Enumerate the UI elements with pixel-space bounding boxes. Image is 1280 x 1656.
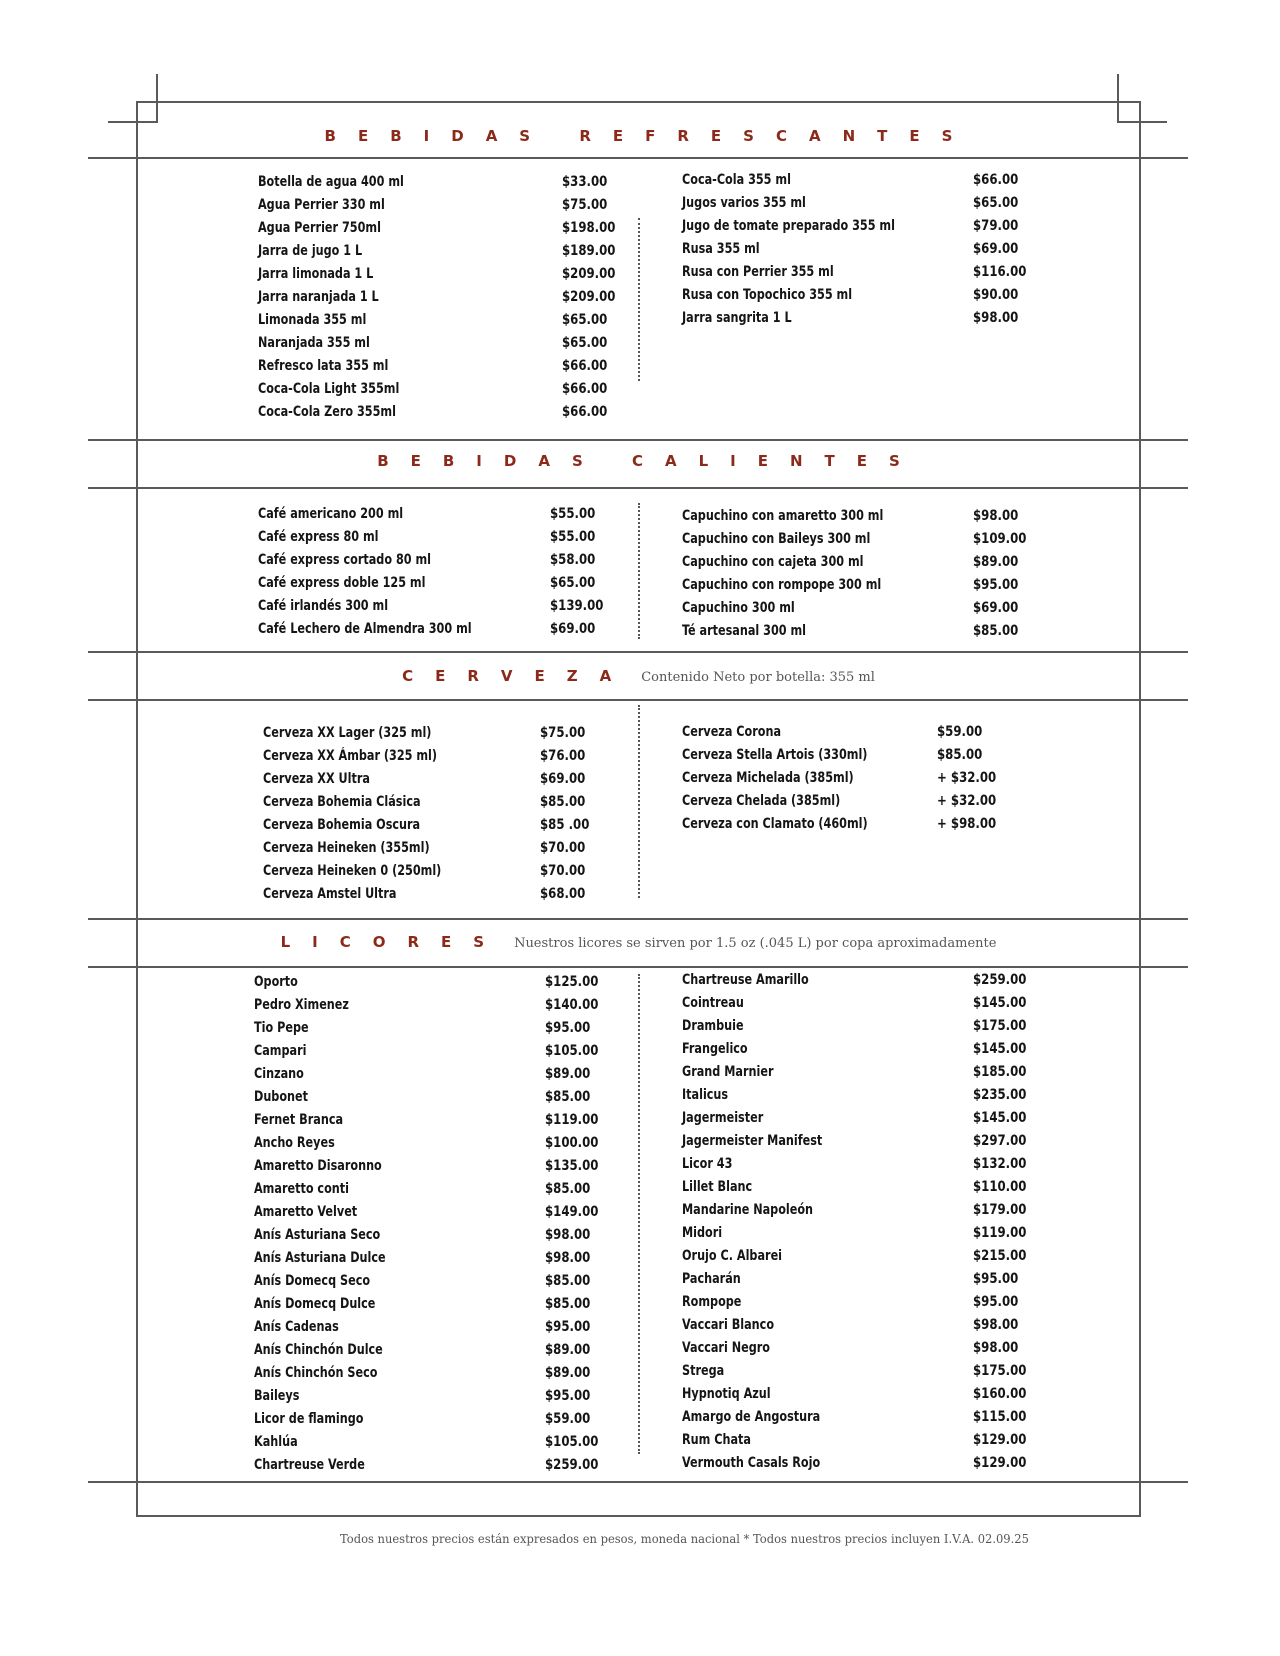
item-price: $189.00 xyxy=(562,243,616,259)
frame-bottom xyxy=(137,1515,1141,1517)
item-price: $95.00 xyxy=(973,1271,1019,1287)
frame-top xyxy=(137,101,1140,103)
item-price: $33.00 xyxy=(562,174,608,190)
item-price: $125.00 xyxy=(545,974,599,990)
item-name: Amaretto conti xyxy=(254,1181,349,1197)
item-name: Jagermeister xyxy=(682,1110,764,1126)
item-price: $109.00 xyxy=(973,531,1027,547)
item-price: $105.00 xyxy=(545,1434,599,1450)
item-name: Café irlandés 300 ml xyxy=(258,598,389,614)
item-name: Cerveza Stella Artois (330ml) xyxy=(682,747,868,763)
item-name: Orujo C. Albarei xyxy=(682,1248,783,1264)
corner-mark-tl-h xyxy=(108,121,158,123)
item-name: Cerveza XX Lager (325 ml) xyxy=(263,725,432,741)
item-price: $89.00 xyxy=(545,1066,591,1082)
item-price: $116.00 xyxy=(973,264,1027,280)
item-name: Baileys xyxy=(254,1388,300,1404)
item-name: Drambuie xyxy=(682,1018,744,1034)
item-price: + $32.00 xyxy=(937,793,997,809)
rule xyxy=(88,157,1188,159)
item-name: Naranjada 355 ml xyxy=(258,335,370,351)
item-name: Anís Asturiana Seco xyxy=(254,1227,381,1243)
item-price: $58.00 xyxy=(550,552,596,568)
item-name: Amaretto Velvet xyxy=(254,1204,358,1220)
item-price: $115.00 xyxy=(973,1409,1027,1425)
item-name: Chartreuse Amarillo xyxy=(682,972,809,988)
item-price: $139.00 xyxy=(550,598,604,614)
item-price: $179.00 xyxy=(973,1202,1027,1218)
item-price: $65.00 xyxy=(562,335,608,351)
rule xyxy=(88,699,1188,701)
item-name: Coca-Cola Zero 355ml xyxy=(258,404,396,420)
item-name: Vaccari Blanco xyxy=(682,1317,775,1333)
item-name: Cinzano xyxy=(254,1066,304,1082)
rule xyxy=(88,1481,1188,1483)
item-name: Amargo de Angostura xyxy=(682,1409,821,1425)
item-name: Oporto xyxy=(254,974,298,990)
item-name: Anís Chinchón Dulce xyxy=(254,1342,383,1358)
item-price: $129.00 xyxy=(973,1455,1027,1471)
item-name: Café express cortado 80 ml xyxy=(258,552,431,568)
item-name: Rusa con Topochico 355 ml xyxy=(682,287,853,303)
section-title-refrescantes xyxy=(137,127,1140,145)
item-price: $75.00 xyxy=(540,725,586,741)
item-price: $145.00 xyxy=(973,995,1027,1011)
footer-note: Todos nuestros precios están expresados en pesos, moneda nacional * Todos nuestros precios incluyen I.V.A. 02.09.25 xyxy=(340,1531,1029,1546)
item-price: $119.00 xyxy=(973,1225,1027,1241)
section-title-cerveza xyxy=(137,667,1140,685)
item-name: Strega xyxy=(682,1363,725,1379)
item-name: Cerveza XX Ámbar (325 ml) xyxy=(263,748,438,764)
item-price: $145.00 xyxy=(973,1041,1027,1057)
item-price: $76.00 xyxy=(540,748,586,764)
column-divider xyxy=(638,705,640,898)
item-name: Chartreuse Verde xyxy=(254,1457,365,1473)
item-price: $55.00 xyxy=(550,506,596,522)
item-price: $105.00 xyxy=(545,1043,599,1059)
item-name: Té artesanal 300 ml xyxy=(682,623,807,639)
item-name: Jugos varios 355 ml xyxy=(682,195,806,211)
rule xyxy=(88,966,1188,968)
item-price: $215.00 xyxy=(973,1248,1027,1264)
item-price: $66.00 xyxy=(562,404,608,420)
frame-right xyxy=(1139,101,1141,1517)
item-name: Anís Chinchón Seco xyxy=(254,1365,378,1381)
item-price: $66.00 xyxy=(973,172,1019,188)
item-price: $175.00 xyxy=(973,1018,1027,1034)
item-name: Fernet Branca xyxy=(254,1112,344,1128)
item-name: Cointreau xyxy=(682,995,744,1011)
item-price: $66.00 xyxy=(562,358,608,374)
column-divider xyxy=(638,218,640,381)
item-name: Rusa 355 ml xyxy=(682,241,760,257)
item-price: $98.00 xyxy=(973,1340,1019,1356)
item-price: $59.00 xyxy=(545,1411,591,1427)
item-name: Cerveza con Clamato (460ml) xyxy=(682,816,868,832)
item-name: Botella de agua 400 ml xyxy=(258,174,404,190)
frame-left xyxy=(136,101,138,1517)
item-price: $259.00 xyxy=(545,1457,599,1473)
item-name: Jugo de tomate preparado 355 ml xyxy=(682,218,895,234)
item-name: Hypnotiq Azul xyxy=(682,1386,771,1402)
item-name: Rompope xyxy=(682,1294,742,1310)
item-price: $85.00 xyxy=(540,794,586,810)
item-name: Jarra sangrita 1 L xyxy=(682,310,792,326)
item-price: $79.00 xyxy=(973,218,1019,234)
item-price: $145.00 xyxy=(973,1110,1027,1126)
item-name: Cerveza XX Ultra xyxy=(263,771,370,787)
item-price: $85.00 xyxy=(545,1181,591,1197)
title-text: LICORES xyxy=(280,933,507,951)
item-name: Italicus xyxy=(682,1087,729,1103)
item-name: Capuchino con amaretto 300 ml xyxy=(682,508,884,524)
item-price: $98.00 xyxy=(545,1250,591,1266)
item-price: $129.00 xyxy=(973,1432,1027,1448)
item-price: $85.00 xyxy=(973,623,1019,639)
item-name: Campari xyxy=(254,1043,307,1059)
item-price: $95.00 xyxy=(545,1388,591,1404)
item-name: Lillet Blanc xyxy=(682,1179,753,1195)
title-text: BEBIDAS CALIENTES xyxy=(377,452,922,470)
item-name: Agua Perrier 330 ml xyxy=(258,197,385,213)
section-note: Contenido Neto por botella: 355 ml xyxy=(641,670,875,685)
item-name: Ancho Reyes xyxy=(254,1135,335,1151)
item-price: $85.00 xyxy=(937,747,983,763)
section-title-licores xyxy=(137,933,1140,951)
item-name: Café Lechero de Almendra 300 ml xyxy=(258,621,472,637)
item-name: Tio Pepe xyxy=(254,1020,309,1036)
item-name: Grand Marnier xyxy=(682,1064,774,1080)
item-name: Limonada 355 ml xyxy=(258,312,367,328)
item-price: $198.00 xyxy=(562,220,616,236)
item-name: Rusa con Perrier 355 ml xyxy=(682,264,834,280)
item-price: $89.00 xyxy=(545,1365,591,1381)
item-name: Vermouth Casals Rojo xyxy=(682,1455,821,1471)
item-price: $209.00 xyxy=(562,266,616,282)
column-divider xyxy=(638,503,640,639)
item-price: $89.00 xyxy=(973,554,1019,570)
item-price: $70.00 xyxy=(540,840,586,856)
item-name: Vaccari Negro xyxy=(682,1340,771,1356)
item-price: $132.00 xyxy=(973,1156,1027,1172)
item-price: $68.00 xyxy=(540,886,586,902)
item-price: $59.00 xyxy=(937,724,983,740)
item-name: Cerveza Chelada (385ml) xyxy=(682,793,841,809)
item-name: Kahlúa xyxy=(254,1434,298,1450)
item-name: Licor 43 xyxy=(682,1156,733,1172)
item-name: Frangelico xyxy=(682,1041,748,1057)
item-price: $100.00 xyxy=(545,1135,599,1151)
item-price: $85 .00 xyxy=(540,817,590,833)
item-name: Capuchino 300 ml xyxy=(682,600,795,616)
item-name: Cerveza Bohemia Clásica xyxy=(263,794,421,810)
corner-mark-tr-v xyxy=(1117,74,1119,123)
item-price: $95.00 xyxy=(973,1294,1019,1310)
item-name: Dubonet xyxy=(254,1089,309,1105)
corner-mark-tr-h xyxy=(1117,121,1167,123)
item-price: $235.00 xyxy=(973,1087,1027,1103)
item-price: $95.00 xyxy=(973,577,1019,593)
item-name: Anís Asturiana Dulce xyxy=(254,1250,386,1266)
item-name: Cerveza Michelada (385ml) xyxy=(682,770,854,786)
item-price: $140.00 xyxy=(545,997,599,1013)
rule xyxy=(88,918,1188,920)
item-name: Capuchino con rompope 300 ml xyxy=(682,577,882,593)
rule xyxy=(88,651,1188,653)
item-price: $69.00 xyxy=(973,241,1019,257)
item-price: $85.00 xyxy=(545,1296,591,1312)
item-price: $69.00 xyxy=(550,621,596,637)
item-price: $185.00 xyxy=(973,1064,1027,1080)
item-name: Jarra naranjada 1 L xyxy=(258,289,379,305)
item-price: $75.00 xyxy=(562,197,608,213)
item-price: $98.00 xyxy=(973,310,1019,326)
item-name: Cerveza Heineken 0 (250ml) xyxy=(263,863,442,879)
item-price: $209.00 xyxy=(562,289,616,305)
item-price: $119.00 xyxy=(545,1112,599,1128)
item-price: $85.00 xyxy=(545,1273,591,1289)
item-price: $95.00 xyxy=(545,1319,591,1335)
item-price: $66.00 xyxy=(562,381,608,397)
item-name: Licor de flamingo xyxy=(254,1411,364,1427)
item-name: Cerveza Bohemia Oscura xyxy=(263,817,421,833)
item-price: $160.00 xyxy=(973,1386,1027,1402)
item-name: Cerveza Corona xyxy=(682,724,782,740)
item-price: $65.00 xyxy=(550,575,596,591)
title-text: CERVEZA xyxy=(402,667,634,685)
item-name: Jarra de jugo 1 L xyxy=(258,243,363,259)
item-name: Pacharán xyxy=(682,1271,741,1287)
item-price: $69.00 xyxy=(540,771,586,787)
item-price: + $98.00 xyxy=(937,816,997,832)
item-price: $98.00 xyxy=(545,1227,591,1243)
section-note: Nuestros licores se sirven por 1.5 oz (.045 L) por copa aproximadamente xyxy=(514,936,997,951)
rule xyxy=(88,439,1188,441)
item-name: Coca-Cola Light 355ml xyxy=(258,381,400,397)
item-price: $135.00 xyxy=(545,1158,599,1174)
item-name: Café americano 200 ml xyxy=(258,506,404,522)
item-price: $65.00 xyxy=(562,312,608,328)
item-name: Café express doble 125 ml xyxy=(258,575,426,591)
item-name: Agua Perrier 750ml xyxy=(258,220,381,236)
item-name: Coca-Cola 355 ml xyxy=(682,172,791,188)
item-name: Refresco lata 355 ml xyxy=(258,358,389,374)
title-text: BEBIDAS REFRESCANTES xyxy=(324,127,975,145)
item-name: Midori xyxy=(682,1225,723,1241)
column-divider xyxy=(638,974,640,1454)
item-price: $98.00 xyxy=(973,1317,1019,1333)
item-price: $65.00 xyxy=(973,195,1019,211)
item-price: $70.00 xyxy=(540,863,586,879)
item-name: Capuchino con cajeta 300 ml xyxy=(682,554,864,570)
item-price: $149.00 xyxy=(545,1204,599,1220)
item-price: $297.00 xyxy=(973,1133,1027,1149)
item-price: $89.00 xyxy=(545,1342,591,1358)
item-price: $110.00 xyxy=(973,1179,1027,1195)
item-price: $259.00 xyxy=(973,972,1027,988)
item-price: + $32.00 xyxy=(937,770,997,786)
corner-mark-tl-v xyxy=(156,74,158,123)
item-price: $95.00 xyxy=(545,1020,591,1036)
item-name: Jarra limonada 1 L xyxy=(258,266,374,282)
item-name: Amaretto Disaronno xyxy=(254,1158,382,1174)
item-name: Café express 80 ml xyxy=(258,529,379,545)
item-name: Rum Chata xyxy=(682,1432,751,1448)
item-name: Cerveza Amstel Ultra xyxy=(263,886,397,902)
item-name: Pedro Ximenez xyxy=(254,997,349,1013)
item-name: Capuchino con Baileys 300 ml xyxy=(682,531,871,547)
section-title-calientes xyxy=(137,452,1140,470)
item-price: $55.00 xyxy=(550,529,596,545)
item-price: $98.00 xyxy=(973,508,1019,524)
item-name: Anís Domecq Dulce xyxy=(254,1296,376,1312)
item-name: Mandarine Napoleón xyxy=(682,1202,814,1218)
rule xyxy=(88,487,1188,489)
item-name: Anís Cadenas xyxy=(254,1319,339,1335)
item-price: $175.00 xyxy=(973,1363,1027,1379)
item-name: Cerveza Heineken (355ml) xyxy=(263,840,430,856)
item-name: Jagermeister Manifest xyxy=(682,1133,823,1149)
item-name: Anís Domecq Seco xyxy=(254,1273,371,1289)
item-price: $90.00 xyxy=(973,287,1019,303)
item-price: $69.00 xyxy=(973,600,1019,616)
item-price: $85.00 xyxy=(545,1089,591,1105)
